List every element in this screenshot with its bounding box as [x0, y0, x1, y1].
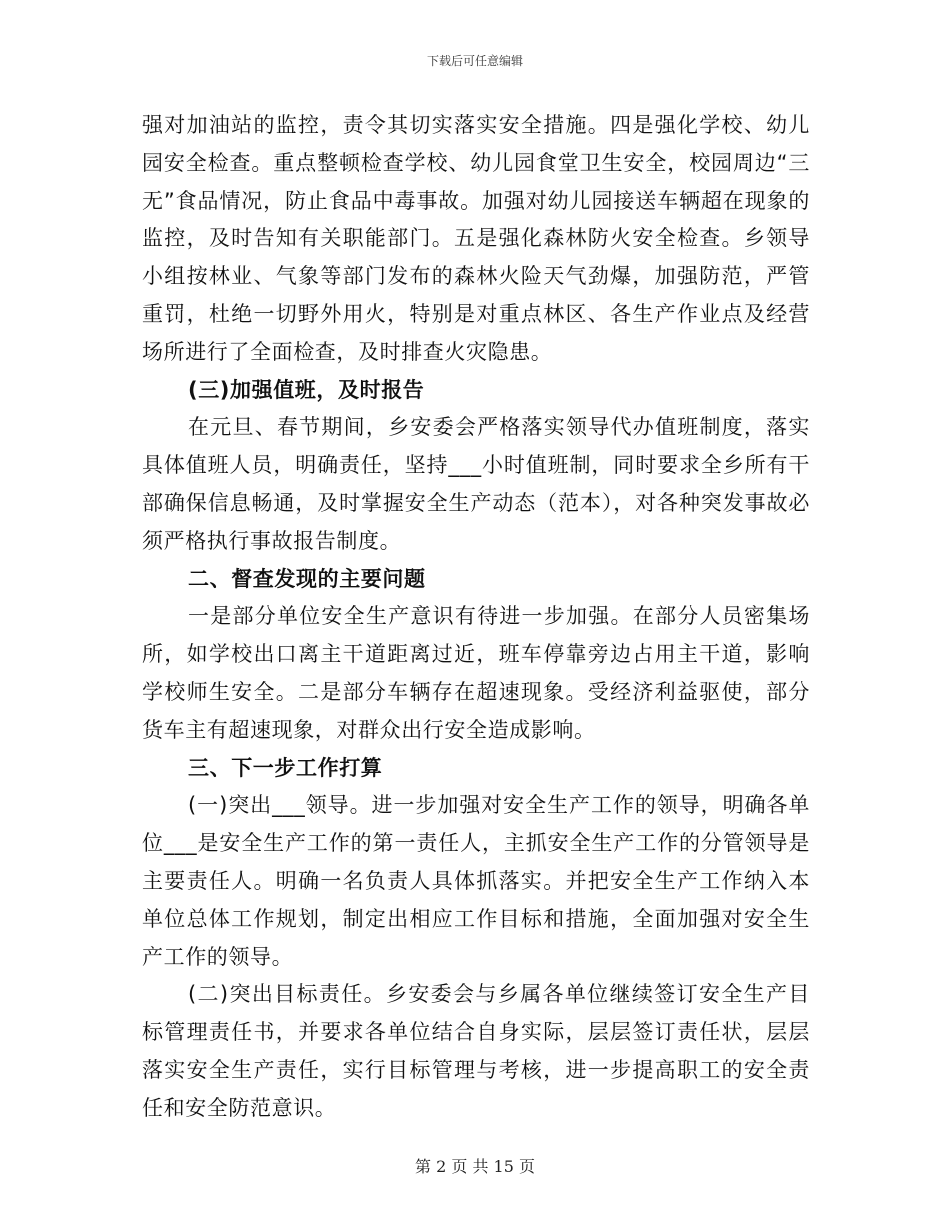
header-note: 下载后可任意编辑: [426, 54, 523, 68]
section-heading-problems: 二、督查发现的主要问题: [188, 566, 426, 591]
paragraph-4: (一)突出___领导。进一步加强对安全生产工作的领导，明确各单位___是安全生产工作的第一责任人，主抓安全生产工作的分管领导是主要责任人。明确一名负责人具体抓落实。并把安全生产工作纳入本单位总体工作规划，制定出相应工作目标和措施，全面加强对安全生产工作的领导。: [142, 793, 810, 969]
paragraph-2: 在元旦、春节期间，乡安委会严格落实领导代办值班制度，落实具体值班人员，明确责任，坚持___小时值班制，同时要求全乡所有干部确保信息畅通，及时掌握安全生产动态（范本），对各种突发事故必须严格执行事故报告制度。: [142, 415, 810, 553]
paragraph-5: (二)突出目标责任。乡安委会与乡属各单位继续签订安全生产目标管理责任书，并要求各单位结合自身实际，层层签订责任状，层层落实安全生产责任，实行目标管理与考核，进一步提高职工的安全责任和安全防范意识。: [142, 982, 810, 1120]
document-body: [142, 107, 810, 1128]
section-heading-next-steps: 三、下一步工作打算: [188, 755, 383, 780]
paragraph-3: 一是部分单位安全生产意识有待进一步加强。在部分人员密集场所，如学校出口离主干道距离过近，班车停靠旁边占用主干道，影响学校师生安全。二是部分车辆存在超速现象。受经济利益驱使，部分货车主有超速现象，对群众出行安全造成影响。: [142, 604, 810, 742]
page-number: 第 2 页 共 15 页: [415, 1157, 535, 1176]
paragraph-1: 强对加油站的监控，责令其切实落实安全措施。四是强化学校、幼儿园安全检查。重点整顿检查学校、幼儿园食堂卫生安全，校园周边“三无”食品情况，防止食品中毒事故。加强对幼儿园接送车辆超在现象的监控，及时告知有关职能部门。五是强化森林防火安全检查。乡领导小组按林业、气象等部门发布的森林火险天气劲爆，加强防范，严管重罚，杜绝一切野外用火，特别是对重点林区、各生产作业点及经营场所进行了全面检查，及时排查火灾隐患。: [142, 113, 810, 364]
section-heading-3: (三)加强值班，及时报告: [188, 377, 425, 402]
